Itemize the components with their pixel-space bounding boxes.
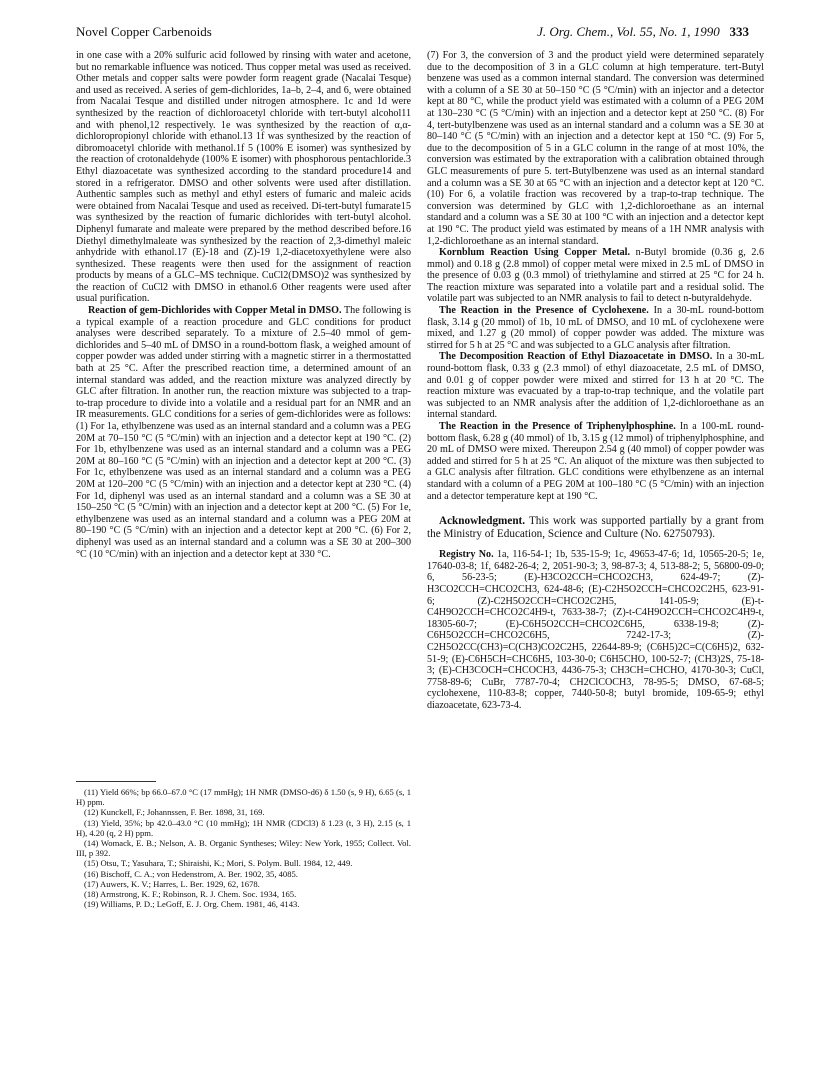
footnote-rule	[76, 781, 156, 782]
registry-numbers	[427, 549, 764, 711]
section-body: In a 30-mL round-bottom flask, 0.33 g (2.3 mmol) of ethyl diazoacetate, 2.5 mL of DMSO, and 0.01 g of copper powder were mixed and stirred for 13 h at 20 °C. The reaction mixture was evacuated by a trap-to-trap technique, and the volatile part was subjected to an NMR analysis after the addition of 1,2-dichloroethane as an internal standard.	[427, 351, 764, 421]
acknowledgment	[427, 515, 764, 541]
page-number: 333	[729, 24, 749, 39]
section-heading: The Reaction in the Presence of Triphenylphosphine.	[439, 421, 676, 432]
section-body: The following is a typical example of a reaction procedure and GLC conditions for product analyses were described separately. To a mixture of 2.5–40 mmol of gem-dichlorides and 5–40 mL of DMSO in a round-bottom flask, a weighed amount of copper powder was added under stirring with a magnetic stirrer in a thermostatted bath at 25 °C. After the prescribed reaction time, a determined amount of an internal standard was added, and the reaction mixture was analyzed directly by GLC after filtration. In another run, the reaction mixture was subjected to a trap-to-trap procedure to divide into a volatile and a residual part for an NMR and an IR measurements. GLC conditions for a series of gem-dichlorides were as follows: (1) For 1a, ethylbenzene was used as an internal standard and a column was a PEG 20M at 70–150 °C (5 °C/min) with an injection and a detector kept at 190 °C. (2) For 1b, ethylbenzene was used as an internal standard and a column was a PEG 20M at 80–160 °C (5 °C/min) with an injection and a detector kept at 200 °C. (3) For 1c, ethylbenzene was used as an internal standard and a column was a PEG 20M at 120–200 °C (5 °C/min) with an injection and a detector kept at 230 °C. (4) For 1d, diphenyl was used as an internal standard and a column was a SE 30 at 150–250 °C (5 °C/min) with an injection and a detector kept at 200 °C. (5) For 1e, ethylbenzene was used as an internal standard and a column was a PEG 20M at 80–190 °C (5 °C/min) with an injection and a detector kept at 200 °C. (6) For 2, diphenyl was used as an internal standard and a column was a SE 30 at 200–300 °C (10 °C/min) with an injection and a detector kept at 330 °C.	[76, 305, 411, 560]
acknowledgment-body: This work was supported partially by a grant from the Ministry of Education, Science and Culture (No. 62750793).	[427, 515, 764, 541]
footnote: (14) Womack, E. B.; Nelson, A. B. Organic Syntheses; Wiley: New York, 1955; Collect. Vol. III, p 392.	[76, 838, 411, 859]
footnote: (16) Bischoff, C. A.; von Hedenstrom, A. Ber. 1902, 35, 4085.	[84, 868, 298, 879]
section-body: In a 30-mL round-bottom flask, 3.14 g (20 mmol) of 1b, 10 mL of DMSO, and 10 mL of cyclohexene were mixed, and 1.27 g (20 mmol) of copper powder was added. The mixture was stirred for 5 h at 25 °C and was subjected to a GLC analysis after filtration.	[427, 305, 764, 351]
right-column	[427, 50, 764, 711]
footnote: (19) Williams, P. D.; LeGoff, E. J. Org. Chem. 1981, 46, 4143.	[84, 899, 300, 910]
footnote: (17) Auwers, K. V.; Harres, L. Ber. 1929, 62, 1678.	[84, 878, 260, 889]
materials-paragraph: in one case with a 20% sulfuric acid followed by rinsing with water and acetone, but no remarkable influence was noticed. Thus copper metal was used as received. Other metals and copper salts were powder form reagent grade (Nacalai Tesque) and used as received. A series of gem-dichlorides, 1a–b, 2–4, and 6, were obtained from Nacalai Tesque and distilled under nitrogen atmosphere. 1c and 1d were synthesized by the reaction of dichloroacetyl chloride with tert-butyl alcohol11 and with phenol,12 respectively. 1e was synthesized by the reaction of α,α-dichloropropionyl chloride with ethanol.13 1f was synthesized by the reaction of dibromoacetyl chloride with methanol.1f 5 (100% E isomer) was synthesized by the reaction of crotonaldehyde (100% E isomer) with phosphorous pentachloride.3 Ethyl diazoacetate was synthesized according to the standard procedure14 and stored in a refrigerator. DMSO and other solvents were used after distillation. Authentic samples such as methyl and ethyl esters of fumaric and maleic acids were obtained from Nacalai Tesque and used as received. Di-tert-butyl fumarate15 was synthesized by the reaction of fumaric dichlorides with tert-butyl alcohol. Diphenyl fumarate and maleate were prepared by the method described before.16 Diethyl dimethylmaleate was synthesized by the reaction of 2,3-dimethyl maleic anhydride with ethanol.17 (E)-18 and (Z)-19 1,2-diacetoxyethylene were also synthesized. These reagents were then used for the assignment of reaction products by means of a GLC–MS technique. CuCl2(DMSO)2 was synthesized by the reaction of CuCl2 with DMSO in ethanol.6 Other reagents were used after usual purification.	[76, 50, 411, 305]
registry-heading: Registry No.	[439, 549, 494, 561]
cyclohexene-section	[427, 305, 764, 351]
kornblum-section	[427, 247, 764, 305]
section-heading: The Decomposition Reaction of Ethyl Diazoacetate in DMSO.	[439, 351, 713, 363]
registry-body: 1a, 116-54-1; 1b, 535-15-9; 1c, 49653-47-6; 1d, 10565-20-5; 1e, 17640-03-8; 1f, 6482-26-4; 2, 2051-90-3; 3, 98-87-3; 4, 513-88-2; 5, 56800-09-0; 6, 56-23-5; (E)-H3CO2CCH=CHCO2CH3, 624-49-7; (Z)-H3CO2CCH=CHCO2CH3, 624-48-6; (E)-C2H5O2CCH=CHCO2C2H5, 623-91-6; (Z)-C2H5O2CCH=CHCO2C2H5, 141-05-9; (E)-t-C4H9O2CCH=CHCO2C4H9-t, 7633-38-7; (Z)-t-C4H9O2CCH=CHCO2C4H9-t, 18305-60-7; (E)-C6H5O2CCH=CHCO2C6H5, 6338-19-8; (Z)-C6H5O2CCH=CHCO2C6H5, 7242-17-3; (Z)-C2H5O2CC(CH3)=C(CH3)CO2C2H5, 22644-89-9; (C6H5)2C=C(C6H5)2, 632-51-9; (E)-C6H5CH=CHC6H5, 103-30-0; C6H5CHO, 100-52-7; (CH3)2S, 75-18-3; (E)-CH3COCH=CHCOCH3, 4436-75-3; CH3CH=CHCHO, 4170-30-3; CuCl, 7758-89-6; CuBr, 7787-70-4; CH2ClCOCH3, 78-95-5; DMSO, 67-68-5; cyclohexene, 110-83-8; copper, 7440-50-8; butyl bromide, 109-65-9; ethyl diazoacetate, 623-73-4.	[427, 549, 764, 711]
running-title: Novel Copper Carbenoids	[76, 24, 212, 39]
section-heading: Reaction of gem-Dichlorides with Copper Metal in DMSO.	[88, 305, 342, 317]
footnote: (13) Yield, 35%; bp 42.0–43.0 °C (10 mmHg); 1H NMR (CDCl3) δ 1.23 (t, 3 H), 2.15 (s, 1 H), 4.20 (q, 2 H) ppm.	[76, 817, 411, 838]
journal-citation	[537, 24, 749, 40]
triphenylphosphine-section	[427, 421, 764, 502]
footnotes	[76, 781, 411, 909]
left-column	[76, 50, 411, 560]
section-body: In a 100-mL round-bottom flask, 6.28 g (40 mmol) of 1b, 3.15 g (12 mmol) of triphenylphosphine, and 20 mL of DMSO were mixed. Thereupon 2.54 g (40 mmol) of copper powder was added and stirred for 5 h at 25 °C. An aliquot of the mixture was then subjected to a GLC analysis after filtration. GLC conditions were ethylbenzene as an internal standard with a column of a PEG 20M at 100–180 °C (5 °C/min) with an injection and a detector temperature kept at 190 °C.	[427, 421, 764, 502]
glc-conditions-paragraph: (7) For 3, the conversion of 3 and the product yield were determined separately due to the decomposition of 3 in a GLC column at high temperature. tert-Butyl benzene was used as a common internal standard. The conversion was determined with a column of a SE 30 at 50–150 °C (5 °C/min) with an injector and a detector kept at 80 °C, while the product yield was estimated with a column of a PEG 20M at 130–230 °C (5 °C/min) with an injection and a detector kept at 250 °C. (8) For 4, tert-butylbenzene was used as an internal standard and a column was a SE 30 at 80–140 °C (5 °C/min) with an injection and a detector kept at 150 °C. (9) For 5, due to the decomposition of 5 in a GLC column in the range of at most 10%, the conversion was estimated by the extraporation with a calibration obtained through GLC measurements of pure 5. tert-Butylbenzene was used as an internal standard and a column was a SE 30 at 65 °C with an injection and a detector kept at 120 °C. (10) For 6, a volatile fraction was recovered by a trap-to-trap technique. The conversion was determined by GLC with 1,2-dichloroethane as an internal standard and a column was a SE 30 at 100 °C with an injection and a detector kept at 190 °C. The product yield was estimated by means of a 1H NMR analysis with 1,2-dichloroethane as an internal standard.	[427, 50, 764, 247]
diazoacetate-section	[427, 351, 764, 421]
acknowledgment-heading: Acknowledgment.	[439, 515, 526, 528]
section-heading: Kornblum Reaction Using Copper Metal.	[439, 247, 630, 259]
section-body: n-Butyl bromide (0.36 g, 2.6 mmol) and 0.18 g (2.8 mmol) of copper metal were mixed in 2.5 mL of DMSO in the presence of 0.03 g (0.3 mmol) of triethylamine and stirred at 25 °C for 24 h. The reaction mixture was separated into a volatile part and a residual solid. The volatile part was subjected to an NMR analysis to fail to detect n-butyraldehyde.	[427, 247, 764, 305]
footnote: (18) Armstrong, K. F.; Robinson, R. J. Chem. Soc. 1934, 165.	[84, 889, 297, 900]
footnote: (12) Kunckell, F.; Johannssen, F. Ber. 1898, 31, 169.	[84, 807, 265, 818]
journal-name: J. Org. Chem.,	[537, 24, 614, 39]
section-heading: The Reaction in the Presence of Cyclohexene.	[439, 305, 649, 317]
volume-info: Vol. 55, No. 1, 1990	[616, 24, 720, 39]
gem-dichlorides-section	[76, 305, 411, 560]
footnote: (15) Otsu, T.; Yasuhara, T.; Shiraishi, K.; Mori, S. Polym. Bull. 1984, 12, 449.	[84, 858, 353, 869]
footnote: (11) Yield 66%; bp 66.0–67.0 °C (17 mmHg); 1H NMR (DMSO-d6) δ 1.50 (s, 9 H), 6.65 (s, 1 H) ppm.	[76, 787, 411, 808]
